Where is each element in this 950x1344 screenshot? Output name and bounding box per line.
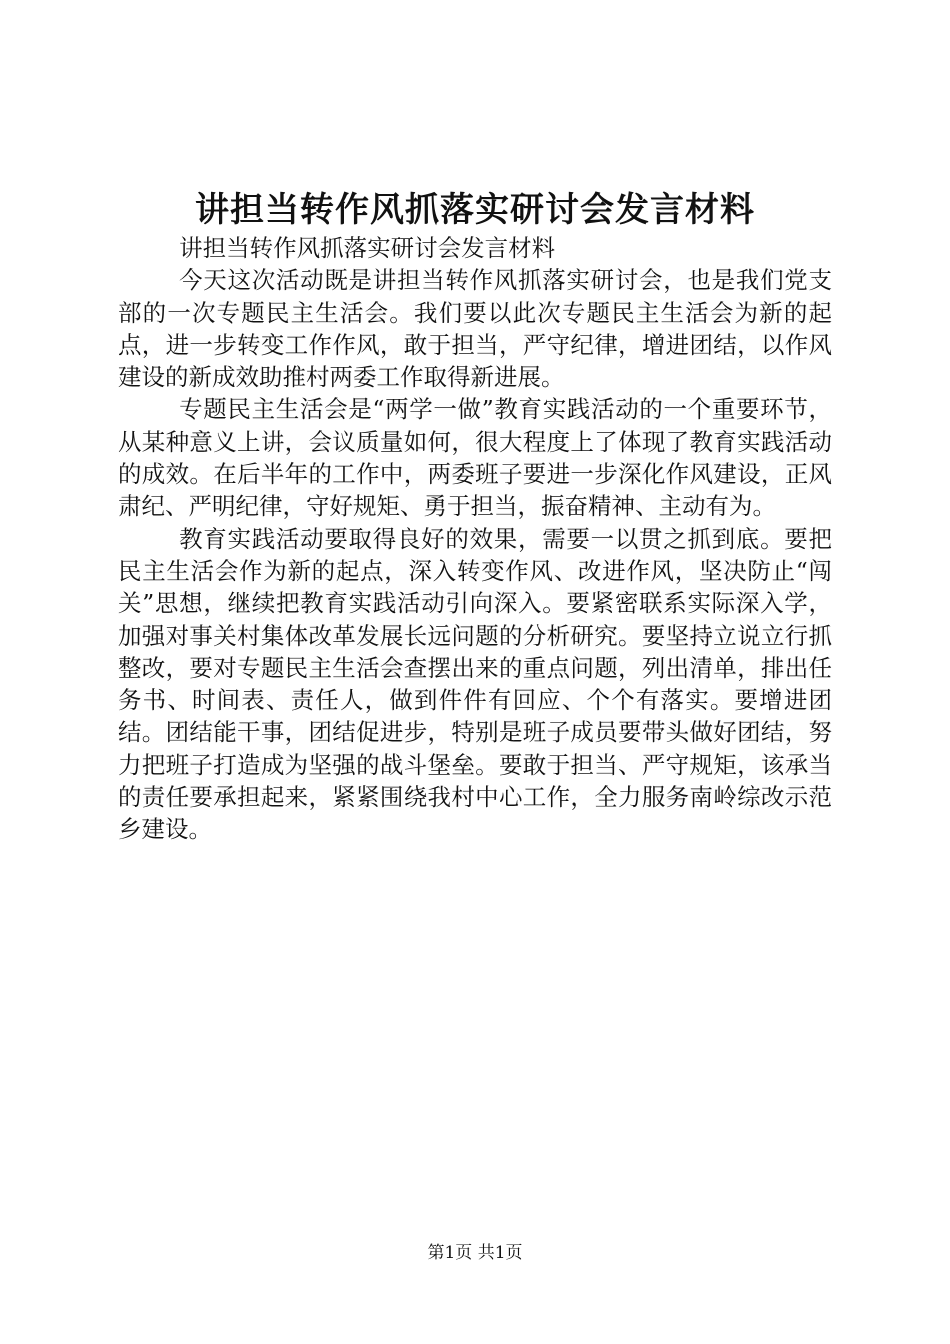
document-subtitle: 讲担当转作风抓落实研讨会发言材料 (179, 234, 556, 262)
paragraph-1: 今天这次活动既是讲担当转作风抓落实研讨会，也是我们党支部的一次专题民主生活会。我们要以此次专题民主生活会为新的起点，进一步转变工作作风，敢于担当，严守纪律，增进团结，以作风建设的新成效助推村两委工作取得新进展。 (118, 266, 832, 392)
paragraph-2: 专题民主生活会是“两学一做”教育实践活动的一个重要环节，从某种意义上讲，会议质量如何，很大程度上了体现了教育实践活动的成效。在后半年的工作中，两委班子要进一步深化作风建设，正风肃纪、严明纪律，守好规矩、勇于担当，振奋精神、主动有为。 (118, 395, 832, 521)
paragraph-3: 教育实践活动要取得良好的效果，需要一以贯之抓到底。要把民主生活会作为新的起点，深入转变作风、改进作风，坚决防止“闯关”思想，继续把教育实践活动引向深入。要紧密联系实际深入学，加强对事关村集体改革发展长远问题的分析研究。要坚持立说立行抓整改，要对专题民主生活会查摆出来的重点问题，列出清单，排出任务书、时间表、责任人，做到件件有回应、个个有落实。要增进团结。团结能干事，团结促进步，特别是班子成员要带头做好团结，努力把班子打造成为坚强的战斗堡垒。要敢于担当、严守规矩，该承当的责任要承担起来，紧紧围绕我村中心工作，全力服务南岭综改示范乡建设。 (118, 524, 832, 844)
page-footer: 第1页 共1页 (427, 1243, 523, 1263)
document-title: 讲担当转作风抓落实研讨会发言材料 (195, 190, 755, 230)
document-body (118, 232, 832, 846)
